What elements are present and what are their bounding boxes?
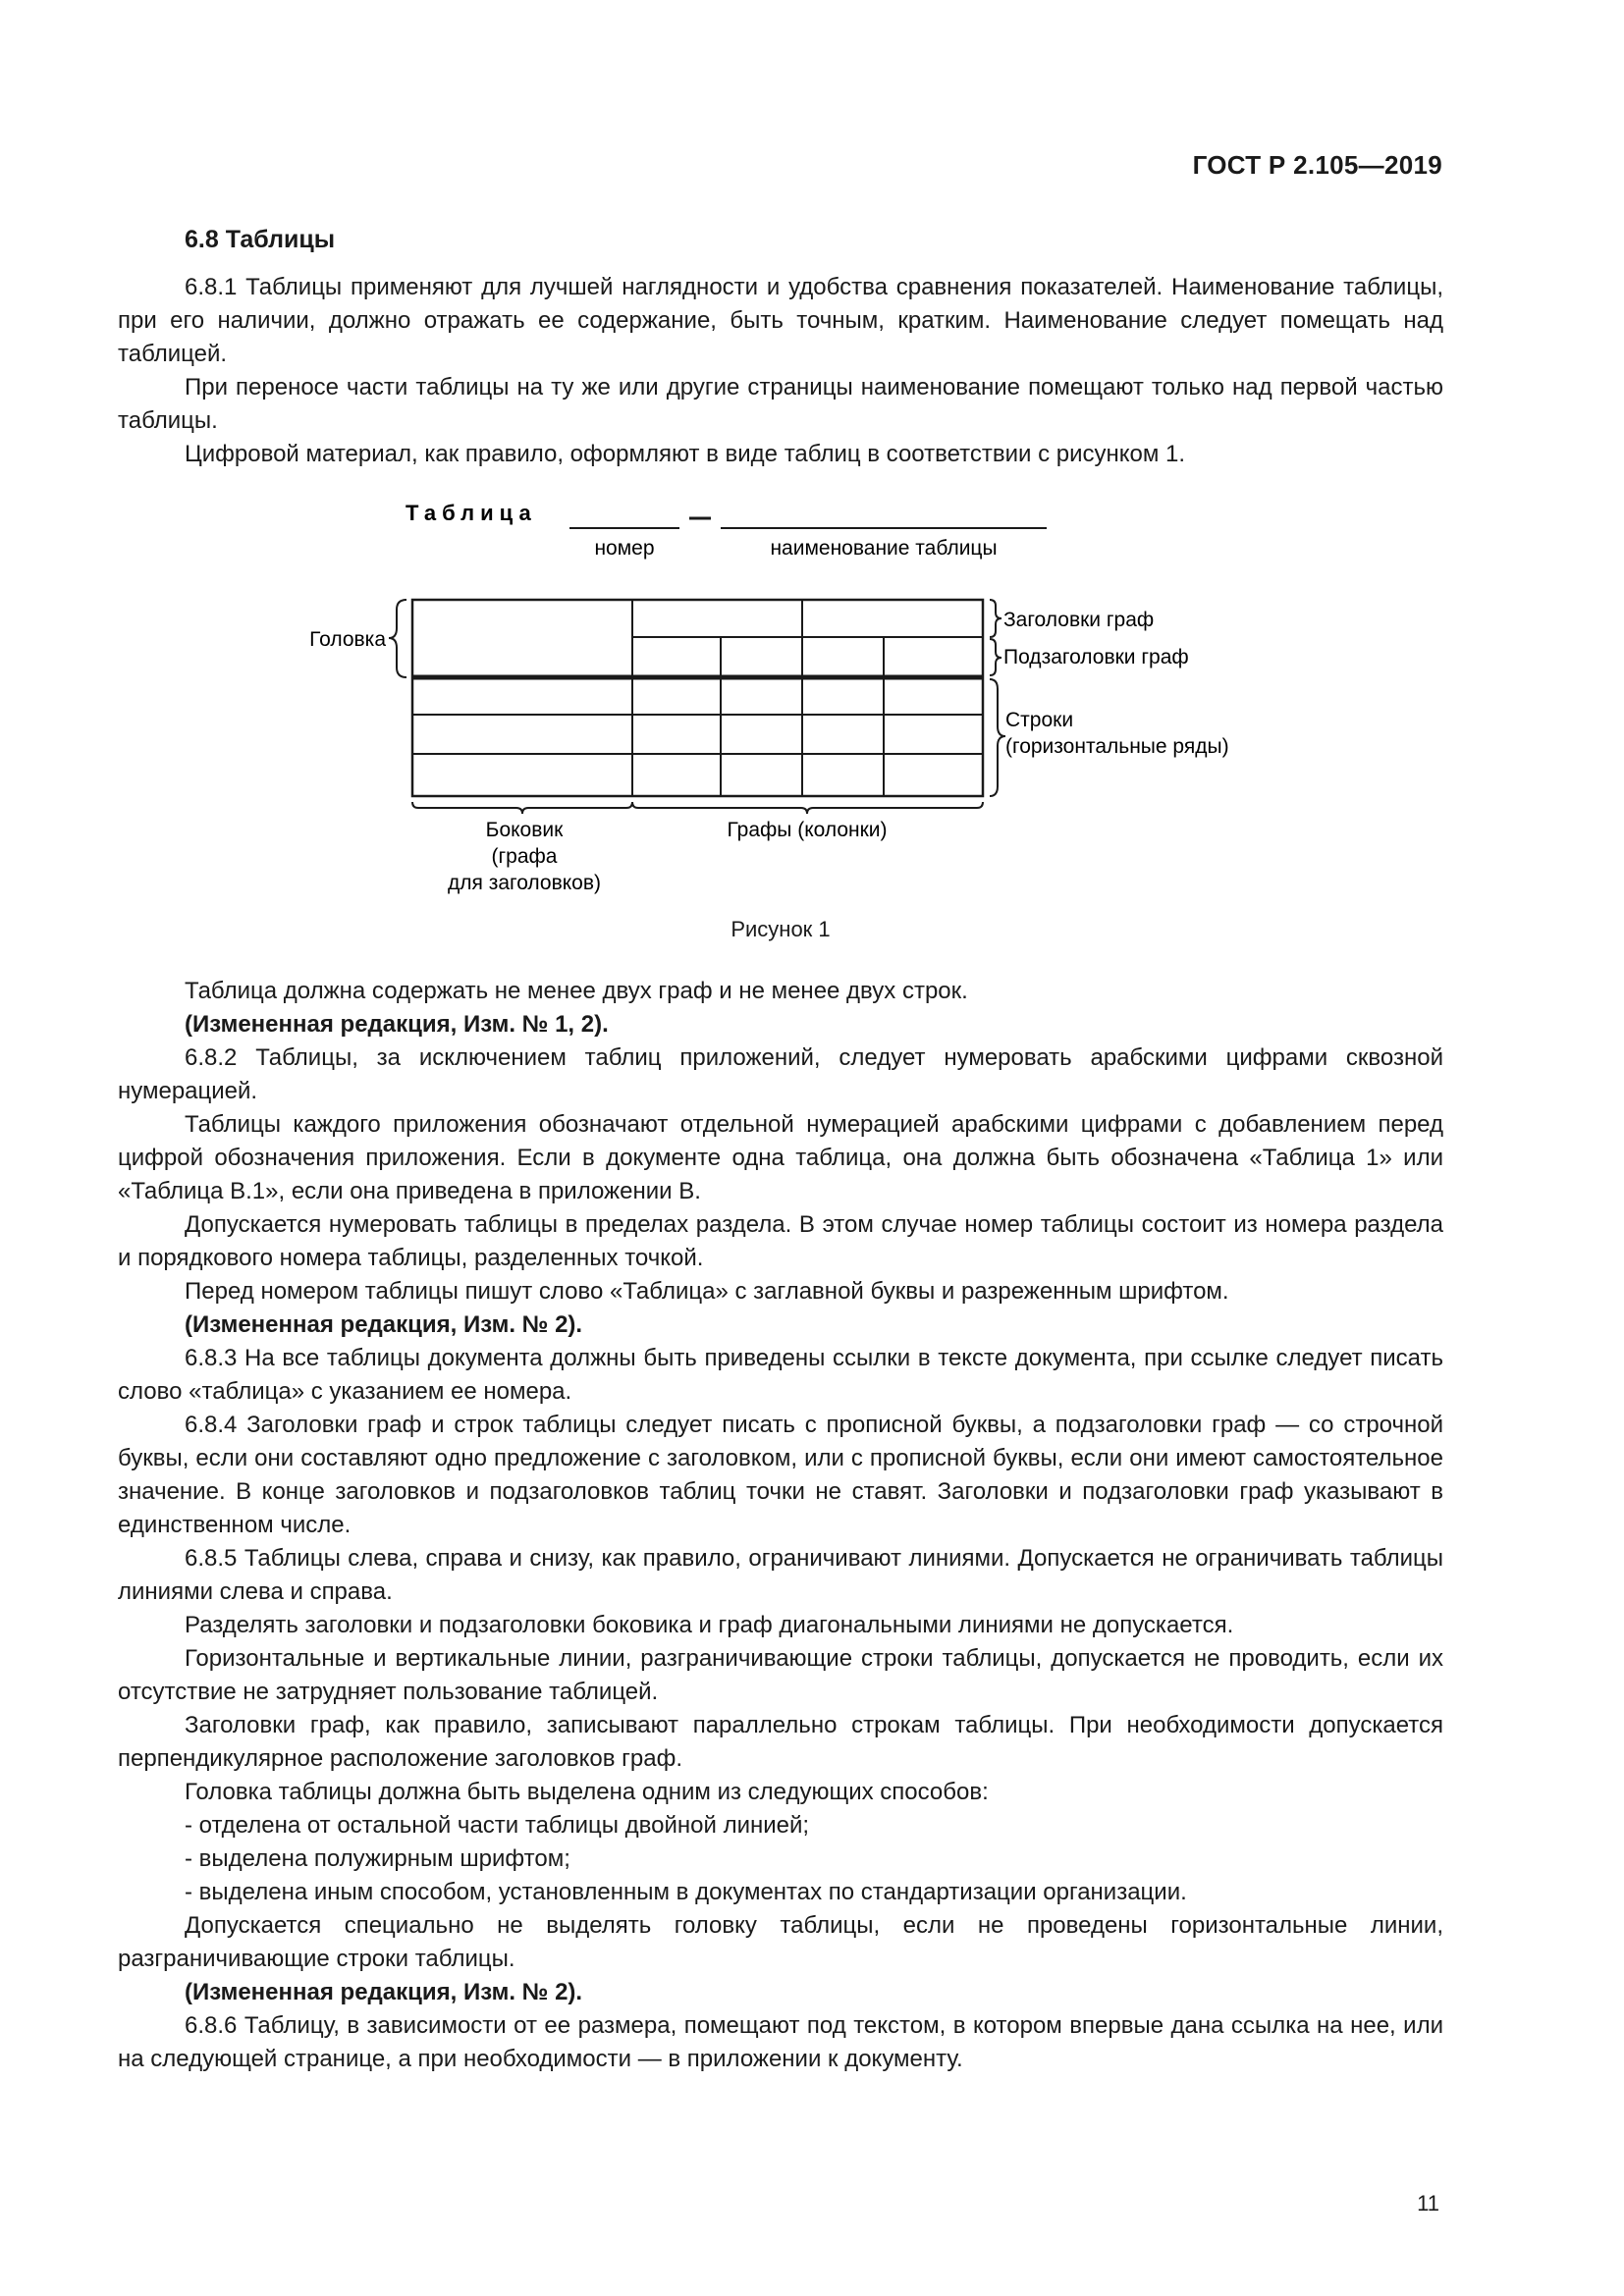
paragraph: 6.8.6 Таблицу, в зависимости от ее размера, помещают под текстом, в котором впервые дана ссылка на нее, или на следующей странице, а при необходимости — в приложении к документу.	[118, 2012, 1443, 2072]
figure-stub-brace	[412, 802, 632, 814]
paragraph: Заголовки граф, как правило, записывают параллельно строкам таблицы. При необходимости допускается перпендикулярное расположение заголовков граф.	[118, 1712, 1443, 1772]
figure-col-headers-label: Заголовки граф	[1003, 609, 1155, 631]
paragraph: При переносе части таблицы на ту же или другие страницы наименование помещают только над первой частью таблицы.	[118, 374, 1443, 434]
section-title: 6.8 Таблицы	[185, 226, 336, 253]
figure-stub-label-2: (графа	[491, 845, 558, 868]
list-item: - выделена иным способом, установленным в документах по стандартизации организации.	[185, 1879, 1187, 1905]
paragraph: Таблицы каждого приложения обозначают отдельной нумерацией арабскими цифрами с добавлением перед цифрой обозначения приложения. Если в документе одна таблица, она должна быть обозначена «Таблица 1» или «Таблица В.1», если она приведена в приложении В.	[118, 1111, 1443, 1204]
paragraph: 6.8.2 Таблицы, за исключением таблиц приложений, следует нумеровать арабскими цифрами сквозной нумерацией.	[118, 1044, 1443, 1104]
bottom-paragraphs	[118, 975, 1443, 2076]
figure-head-brace	[389, 600, 406, 677]
paragraph: 6.8.5 Таблицы слева, справа и снизу, как правило, ограничивают линиями. Допускается не ограничивать таблицы линиями слева и справа.	[118, 1545, 1443, 1605]
figure-rows-brace	[990, 679, 1005, 796]
figure-columns-brace	[632, 802, 983, 814]
paragraph: Допускается нумеровать таблицы в пределах раздела. В этом случае номер таблицы состоит из номера раздела и порядкового номера таблицы, разделенных точкой.	[118, 1211, 1443, 1271]
list-item: - выделена полужирным шрифтом;	[185, 1845, 570, 1872]
figure-col-subheaders-label: Подзаголовки граф	[1003, 646, 1189, 668]
paragraph: Горизонтальные и вертикальные линии, разграничивающие строки таблицы, допускается не проводить, если их отсутствие не затрудняет пользование таблицей.	[118, 1645, 1443, 1705]
figure-table-grid	[412, 600, 983, 796]
figure-stub-label-3: для заголовков)	[447, 872, 602, 894]
paragraph: Головка таблицы должна быть выделена одним из следующих способов:	[185, 1779, 989, 1805]
table-structure-figure	[0, 491, 1624, 903]
paragraph: 6.8.3 На все таблицы документа должны быть приведены ссылки в тексте документа, при ссылке следует писать слово «таблица» с указанием ее номера.	[118, 1345, 1443, 1405]
paragraph: Перед номером таблицы пишут слово «Таблица» с заглавной буквы и разреженным шрифтом.	[185, 1278, 1229, 1305]
figure-head-label: Головка	[309, 628, 386, 651]
amendment-note: (Измененная редакция, Изм. № 1, 2).	[185, 1011, 609, 1038]
paragraph: Допускается специально не выделять головку таблицы, если не проведены горизонтальные линии, разграничивающие строки таблицы.	[118, 1912, 1443, 1972]
document-code: ГОСТ Р 2.105—2019	[1192, 150, 1442, 180]
figure-table-word: Таблица	[406, 501, 537, 525]
paragraph: Разделять заголовки и подзаголовки боковика и граф диагональными линиями не допускается.	[185, 1612, 1234, 1638]
figure-name-label: наименование таблицы	[770, 537, 998, 560]
figure-number-label: номер	[594, 537, 655, 560]
paragraph: 6.8.4 Заголовки граф и строк таблицы следует писать с прописной буквы, а подзаголовки граф — со строчной буквы, если они составляют одно предложение с заголовком, или с прописной буквы, если они имеют самостоятельное значение. В конце заголовков и подзаголовков таблиц точки не ставят. Заголовки и подзаголовки граф указывают в единственном числе.	[118, 1412, 1443, 1538]
list-item: - отделена от остальной части таблицы двойной линией;	[185, 1812, 810, 1839]
paragraph: Таблица должна содержать не менее двух граф и не менее двух строк.	[185, 978, 968, 1004]
figure-stub-label: Боковик	[485, 819, 564, 841]
page-number: 11	[1417, 2191, 1439, 2216]
amendment-note: (Измененная редакция, Изм. № 2).	[185, 1979, 583, 2005]
figure-col-subheaders-brace	[990, 639, 1001, 675]
figure-caption: Рисунок 1	[731, 917, 831, 941]
amendment-note: (Измененная редакция, Изм. № 2).	[185, 1311, 583, 1338]
top-paragraphs	[118, 271, 1443, 471]
figure-col-headers-brace	[990, 600, 1001, 637]
figure-columns-label: Графы (колонки)	[727, 819, 888, 841]
figure-rows-label-2: (горизонтальные ряды)	[1005, 735, 1229, 758]
figure-rows-label: Строки	[1005, 709, 1074, 731]
paragraph: 6.8.1 Таблицы применяют для лучшей наглядности и удобства сравнения показателей. Наименование таблицы, при его наличии, должно отражать ее содержание, быть точным, кратким. Наименование следует помещать над таблицей.	[118, 274, 1443, 367]
paragraph: Цифровой материал, как правило, оформляют в виде таблиц в соответствии с рисунком 1.	[185, 441, 1186, 467]
